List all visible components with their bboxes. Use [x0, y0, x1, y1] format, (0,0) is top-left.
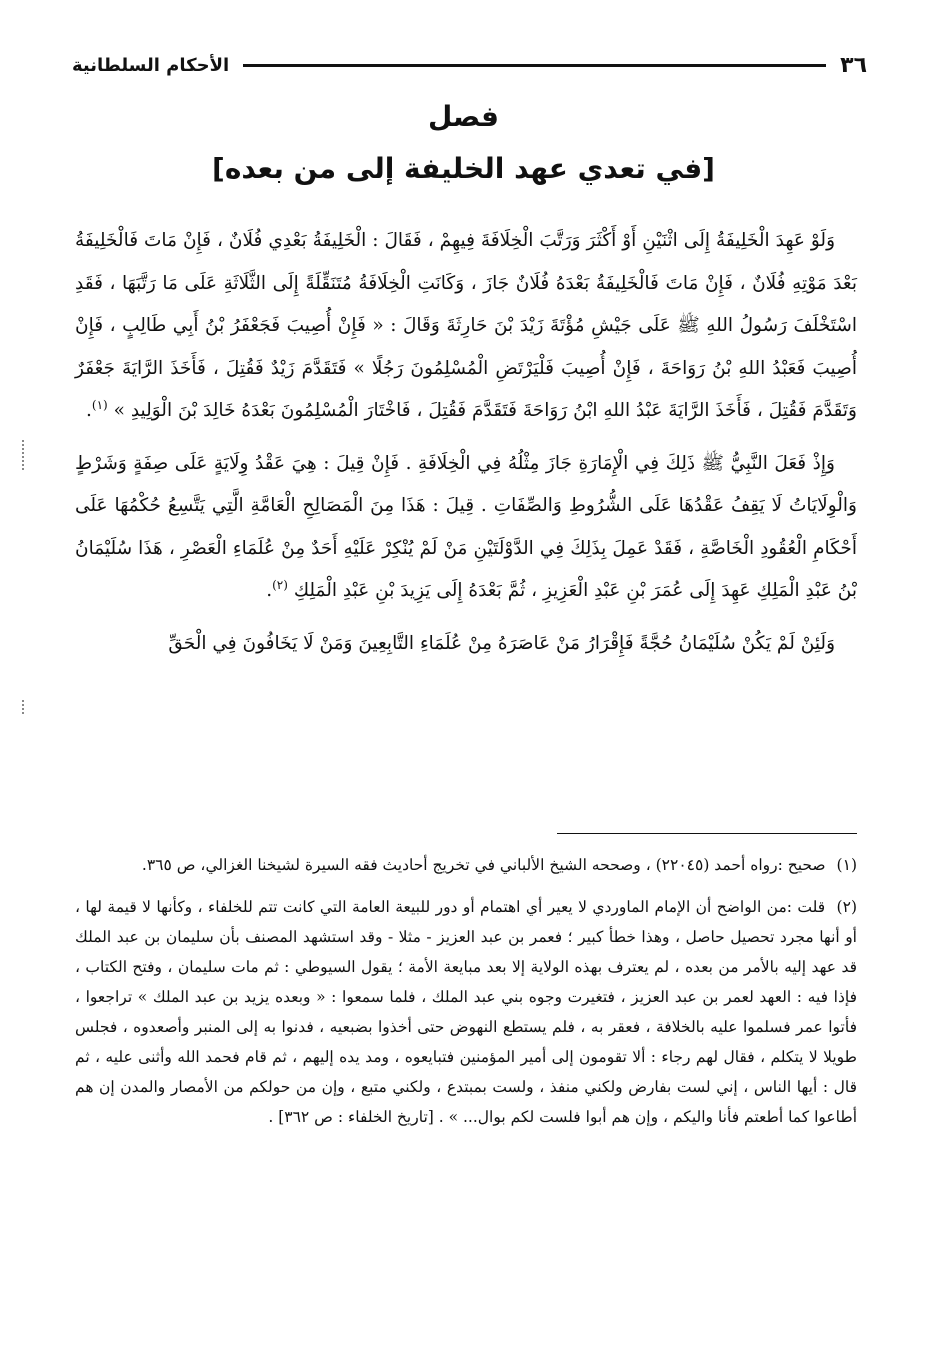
margin-scan-mark	[22, 440, 27, 470]
footnote-text: صحيح :رواه أحمد (٢٢٠٤٥) ، وصححه الشيخ الألباني في تخريج أحاديث فقه السيرة لشيخنا الغزالي، ص ٣٦٥.	[141, 856, 826, 874]
footnote-reference: (٢)	[272, 577, 288, 592]
paragraph-text: وَإِذْ فَعَلَ النَّبِيُّ ﷺ ذَلِكَ فِي الْإِمَارَةِ جَازَ مِثْلُهُ فِي الْخِلَافَةِ . فَإِنْ قِيلَ : هِيَ عَقْدُ وِلَايَةٍ عَلَى صِفَةٍ وَشَرْطٍ وَالْوِلَايَاتُ لَا يَقِفُ عَقْدُهَا عَلَى الشُّرُوطِ وَالصِّفَاتِ . قِيلَ : هَذَا مِنَ الْمَصَالِحِ الْعَامَّةِ الَّتِي يَتَّسِعُ حُكْمُهَا عَلَى أَحْكَامِ الْعُقُودِ الْخَاصَّةِ ، فَقَدْ عَمِلَ بِذَلِكَ فِي الدَّوْلَتَيْنِ مَنْ لَمْ يُنْكِرْ عَلَيْهِ أَحَدٌ مِنْ عُلَمَاءِ الْعَصْرِ ، هَذَا سُلَيْمَانُ بْنُ عَبْدِ الْمَلِكِ عَهِدَ إِلَى عُمَرَ بْنِ عَبْدِ الْعَزِيزِ ، ثُمَّ بَعْدَهُ إِلَى يَزِيدَ بْنِ عَبْدِ الْمَلِكِ	[75, 452, 857, 601]
footnote-text: قلت :من الواضح أن الإمام الماوردي لا يعير أي اهتمام أو دور للبيعة العامة التي كانت تتم للخلفاء ، وكأنها لا قيمة لها ، أو أنها مجرد تحصيل حاصل ، وهذا خطأ كبير ؛ فعمر بن عبد العزيز - مثلا - وقد استشهد المصنف بأن سليمان بن عبد الملك قد عهد إليه بالأمر من بعده ، لم يعترف بهذه الولاية إلا بعد مبايعة الأمة ؛ يقول السيوطي : ثم مات سليمان ، وفتح الكتاب ، فإذا فيه : العهد لعمر بن عبد العزيز ، فتغيرت وجوه بني عبد الملك ، فلما سمعوا : « وبعده يزيد بن عبد الملك » تراجعوا ، فأتوا عمر فسلموا عليه بالخلافة ، فعقر به ، فلم يستطع النهوض حتى أخذوا بضبعيه ، فدنوا به إلى المنبر وأصعدوه ، فجلس طويلا لا يتكلم ، فقال لهم رجاء : ألا تقومون إلى أمير المؤمنين فتبايعوه ، ومد يده إليهم ، ثم قام فحمد الله وأثنى عليه ، ثم قال : أيها الناس ، إني لست بفارض ولكني منفذ ، ولست بمبتدع ، ولكني متبع ، وإن من حولكم من الأمصار والمدن إن هم أطاعوا كما أطعتم فأنا واليكم ، وإن هم أبوا فلست لكم بوال... » . [تاريخ الخلفاء : ص ٣٦٢] .	[75, 898, 857, 1126]
header-rule	[243, 64, 826, 67]
paragraph-text: وَلَوْ عَهِدَ الْخَلِيفَةُ إِلَى اثْنَيْنِ أَوْ أَكْثَرَ وَرَتَّبَ الْخِلَافَةَ فِيهِمْ ، فَقَالَ : الْخَلِيفَةُ بَعْدِي فُلَانٌ ، فَإِنْ مَاتَ فَالْخَلِيفَةُ بَعْدَ مَوْتِهِ فُلَانٌ ، فَإِنْ مَاتَ فَالْخَلِيفَةُ بَعْدَهُ فُلَانٌ جَازَ ، وَكَانَتِ الْخِلَافَةُ مُتَنَقِّلَةً إِلَى الثَّلَاثَةِ عَلَى مَا رَتَّبَهَا ، فَقَدِ اسْتَخْلَفَ رَسُولُ اللهِ ﷺ عَلَى جَيْشِ مُؤْتَةَ زَيْدَ بْنَ حَارِثَةَ وَقَالَ : « فَإِنْ أُصِيبَ فَجَعْفَرُ بْنُ أَبِي طَالِبٍ ، فَإِنْ أُصِيبَ فَعَبْدُ اللهِ بْنُ رَوَاحَةَ ، فَإِنْ أُصِيبَ فَلْيَرْتَضِ الْمُسْلِمُونَ رَجُلًا » فَتَقَدَّمَ زَيْدٌ فَقُتِلَ ، فَأَخَذَ الرَّايَةَ جَعْفَرٌ وَتَقَدَّمَ فَقُتِلَ ، فَأَخَذَ الرَّايَةَ عَبْدُ اللهِ ابْنُ رَوَاحَةَ فَتَقَدَّمَ فَقُتِلَ ، فَاخْتَارَ الْمُسْلِمُونَ بَعْدَهُ خَالِدَ بْنَ الْوَلِيدِ »	[75, 230, 857, 421]
body-paragraph: وَإِذْ فَعَلَ النَّبِيُّ ﷺ ذَلِكَ فِي الْإِمَارَةِ جَازَ مِثْلُهُ فِي الْخِلَافَةِ . فَإِنْ قِيلَ : هِيَ عَقْدُ وِلَايَةٍ عَلَى صِفَةٍ وَشَرْطٍ وَالْوِلَايَاتُ لَا يَقِفُ عَقْدُهَا عَلَى الشُّرُوطِ وَالصِّفَاتِ . قِيلَ : هَذَا مِنَ الْمَصَالِحِ الْعَامَّةِ الَّتِي يَتَّسِعُ حُكْمُهَا عَلَى أَحْكَامِ الْعُقُودِ الْخَاصَّةِ ، فَقَدْ عَمِلَ بِذَلِكَ فِي الدَّوْلَتَيْنِ مَنْ لَمْ يُنْكِرْ عَلَيْهِ أَحَدٌ مِنْ عُلَمَاءِ الْعَصْرِ ، هَذَا سُلَيْمَانُ بْنُ عَبْدِ الْمَلِكِ عَهِدَ إِلَى عُمَرَ بْنِ عَبْدِ الْعَزِيزِ ، ثُمَّ بَعْدَهُ إِلَى يَزِيدَ بْنِ عَبْدِ الْمَلِكِ $^{(٢)}$.	[75, 452, 857, 601]
running-title: الأحكام السلطانية	[72, 54, 230, 76]
footnote-reference: (١)	[91, 397, 108, 412]
paragraph-text: وَلَئِنْ لَمْ يَكُنْ سُلَيْمَانُ حُجَّةً فَإِقْرَارُ مَنْ عَاصَرَهُ مِنْ عُلَمَاءِ التَّابِعِينَ وَمَنْ لَا يَخَافُونَ فِي الْحَقِّ	[168, 632, 835, 654]
body-paragraph: وَلَوْ عَهِدَ الْخَلِيفَةُ إِلَى اثْنَيْنِ أَوْ أَكْثَرَ وَرَتَّبَ الْخِلَافَةَ فِيهِمْ ، فَقَالَ : الْخَلِيفَةُ بَعْدِي فُلَانٌ ، فَإِنْ مَاتَ فَالْخَلِيفَةُ بَعْدَ مَوْتِهِ فُلَانٌ ، فَإِنْ مَاتَ فَالْخَلِيفَةُ بَعْدَهُ فُلَانٌ جَازَ ، وَكَانَتِ الْخِلَافَةُ مُتَنَقِّلَةً إِلَى الثَّلَاثَةِ عَلَى مَا رَتَّبَهَا ، فَقَدِ اسْتَخْلَفَ رَسُولُ اللهِ ﷺ عَلَى جَيْشِ مُؤْتَةَ زَيْدَ بْنَ حَارِثَةَ وَقَالَ : « فَإِنْ أُصِيبَ فَجَعْفَرُ بْنُ أَبِي طَالِبٍ ، فَإِنْ أُصِيبَ فَعَبْدُ اللهِ بْنُ رَوَاحَةَ ، فَإِنْ أُصِيبَ فَلْيَرْتَضِ الْمُسْلِمُونَ رَجُلًا » فَتَقَدَّمَ زَيْدٌ فَقُتِلَ ، فَأَخَذَ الرَّايَةَ جَعْفَرٌ وَتَقَدَّمَ فَقُتِلَ ، فَأَخَذَ الرَّايَةَ عَبْدُ اللهِ ابْنُ رَوَاحَةَ فَتَقَدَّمَ فَقُتِلَ ، فَاخْتَارَ الْمُسْلِمُونَ بَعْدَهُ خَالِدَ بْنَ الْوَلِيدِ » $^{(١)}$.	[75, 230, 857, 421]
footnotes	[75, 850, 857, 1144]
footnote-marker: (١)	[836, 856, 857, 874]
section-label: فصل	[428, 100, 499, 133]
footnote	[75, 892, 857, 1132]
running-header	[72, 50, 867, 80]
page-number: ٣٦	[840, 52, 867, 78]
body-paragraph	[75, 623, 857, 666]
footnote	[75, 850, 857, 880]
footnote-marker: (٢)	[836, 898, 857, 916]
body-text	[75, 220, 857, 675]
chapter-title: [في تعدي عهد الخليفة إلى من بعده]	[212, 152, 715, 185]
footnote-rule	[557, 833, 857, 834]
margin-scan-mark	[22, 700, 27, 714]
